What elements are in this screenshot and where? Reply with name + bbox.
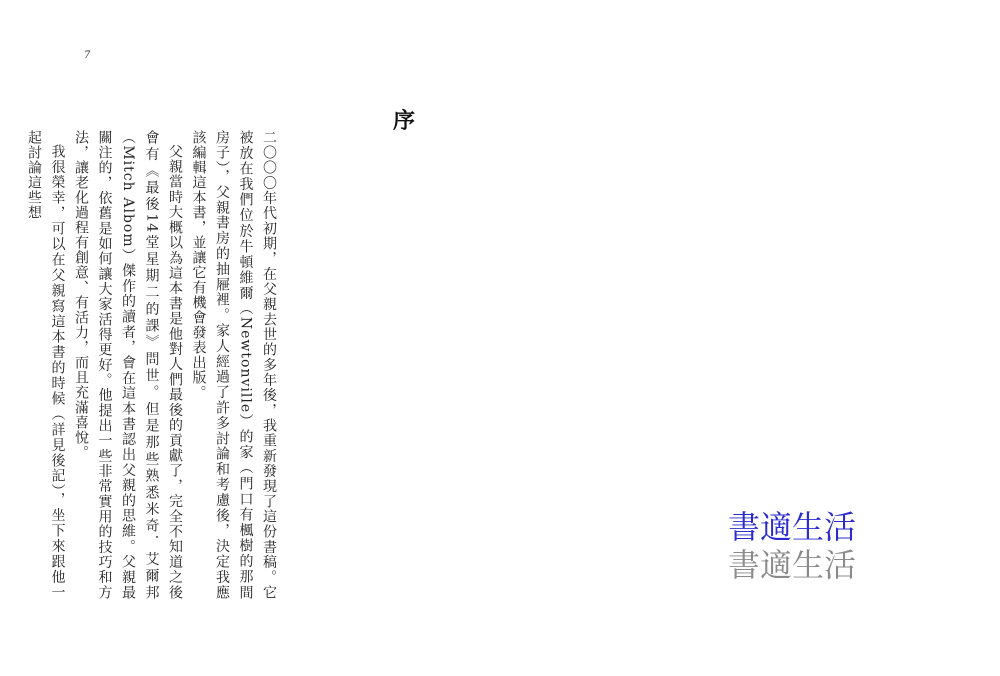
watermark-gray: 書適生活 bbox=[728, 546, 857, 584]
paragraph-1: 二〇〇〇年代初期，在父親去世的多年後，我重新發現了這份書稿。它被放在我們位於牛頓維爾（Newtonville）的家（門口有楓樹的那間房子），父親書房的抽屜裡。家人經過了許多討論和考慮後，決定我應該編輯這本書，並讓它有機會發表出版。 bbox=[190, 130, 277, 600]
paragraph-2: 父親當時大概以為這本書是他對人們最後的貢獻了，完全不知道之後會有《最後14堂星期二的課》問世。但是那些熟悉米奇．艾爾邦（Mitch Albom）傑作的讀者，會在這本書認出父親的思維。父親最關注的，依舊是如何讓大家活得更好。他提出一些非常實用的技巧和方法，讓老化過程有創意、有活力，而且充滿喜悅。 bbox=[73, 130, 183, 600]
watermark-blue: 書適生活 bbox=[728, 508, 857, 546]
paragraph-3: 我很榮幸，可以在父親寫這本書的時候（詳見後記），坐下來跟他一起討論這些想 bbox=[26, 130, 66, 600]
body-text bbox=[26, 130, 280, 600]
page-title: 序 bbox=[393, 108, 416, 134]
page-number: 7 bbox=[84, 50, 91, 61]
